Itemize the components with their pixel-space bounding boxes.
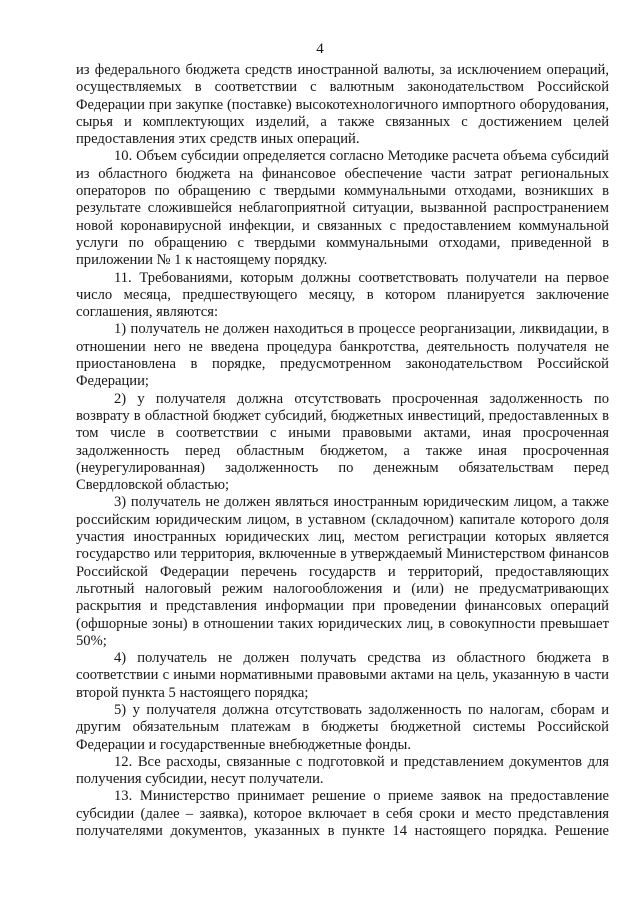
page-number: 4: [316, 41, 324, 57]
paragraph-item-10: 10. Объем субсидии определяется согласно Методике расчета объема субсидий из областного бюджета на финансовое обеспечение части затрат региональных операторов по обращению с твердыми коммунальными отходами, возникших в результате сложившейся неблагоприятной ситуации, вызванной распространением новой коронавирусной инфекции, и связанных с предоставлением коммунальной услуги по обращению с твердыми коммунальными отходами, приведенной в приложении № 1 к настоящему порядку.: [76, 148, 609, 269]
paragraph-item-11-3: 3) получатель не должен являться иностранным юридическим лицом, а также российским юридическим лицом, в уставном (складочном) капитале которого доля участия иностранных юридических лиц, местом регистрации которых является государство или территория, включенные в утверждаемый Министерством финансов Российской Федерации перечень государств и территорий, предоставляющих льготный налоговый режим налогообложения и (или) не предусматривающих раскрытия и представления информации при проведении финансовых операций (офшорные зоны) в отношении таких юридических лиц, в совокупности превышает 50%;: [76, 494, 609, 649]
document-body: [76, 62, 609, 840]
paragraph-item-11-4: 4) получатель не должен получать средства из областного бюджета в соответствии с иными нормативными правовыми актами на цель, указанную в части второй пункта 5 настоящего порядка;: [76, 650, 609, 701]
paragraph-item-11-1: 1) получатель не должен находиться в процессе реорганизации, ликвидации, в отношении него не введена процедура банкротства, деятельность получателя не приостановлена в порядке, предусмотренном законодательством Российской Федерации;: [76, 321, 609, 390]
paragraph-item-11: 11. Требованиями, которым должны соответствовать получатели на первое число месяца, предшествующего месяцу, в котором планируется заключение соглашения, являются:: [76, 269, 609, 321]
paragraph-item-13: 13. Министерство принимает решение о приеме заявок на предоставление субсидии (далее – заявка), которое включает в себя сроки и место представления получателями документов, указанных в пункте 14 настоящего порядка. Решение: [76, 788, 609, 840]
paragraph-continuation: из федерального бюджета средств иностранной валюты, за исключением операций, осуществляемых в соответствии с валютным законодательством Российской Федерации при закупке (поставке) высокотехнологичного импортного оборудования, сырья и комплектующих изделий, а также связанных с достижением целей предоставления этих средств иных операций.: [76, 62, 609, 148]
paragraph-item-12: 12. Все расходы, связанные с подготовкой и представлением документов для получения субсидии, несут получатели.: [76, 753, 609, 788]
paragraph-item-11-5: 5) у получателя должна отсутствовать задолженность по налогам, сборам и другим обязательным платежам в бюджеты бюджетной системы Российской Федерации и государственные внебюджетные фонды.: [76, 701, 609, 753]
paragraph-item-11-2: 2) у получателя должна отсутствовать просроченная задолженность по возврату в областной бюджет субсидий, бюджетных инвестиций, предоставленных в том числе в соответствии с иными правовыми актами, иная просроченная задолженность перед областным бюджетом, а также иная просроченная (неурегулированная) задолженность по денежным обязательствам перед Свердловской областью;: [76, 390, 609, 494]
